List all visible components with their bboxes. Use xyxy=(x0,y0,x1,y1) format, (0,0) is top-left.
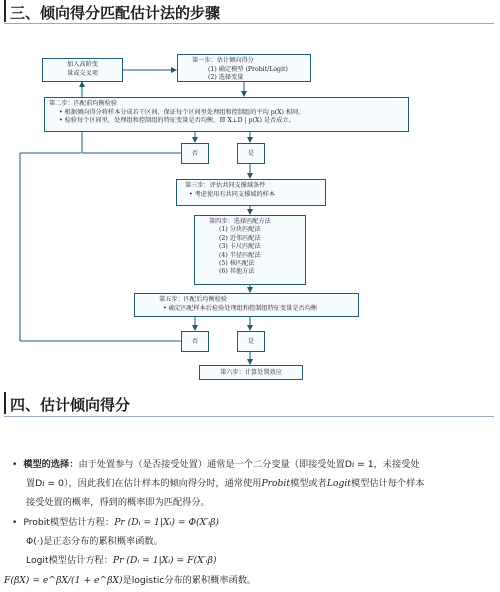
flow-step1: 第一步：估计倾向得分 (1) 确定模型 (Probit/Logit) (2) 选择变量 xyxy=(177,54,311,82)
flow-side-box: 加入高阶变 量或交叉项 xyxy=(42,58,123,82)
probit-note: Φ(·)是正态分布的累积概率函数。 xyxy=(26,536,163,547)
flow-step3: 第三步：评估共同支撑域条件 • 考虑使用有共同支撑域的样本 xyxy=(176,179,326,206)
bullet-model-choice-line2: 置Di = 0），因此我们在估计样本的倾向得分时，通常使用Probit模型或者Logit模型估计每个样本 xyxy=(26,478,425,489)
flow-step4: 第四步：选择匹配方法 (1) 分块匹配法 (2) 近邻匹配法 (3) 卡尺匹配法 (4) 半径匹配法 (5) 核匹配法 (6) 其他方法 xyxy=(194,215,306,285)
section4-title: 四、估计倾向得分 xyxy=(10,396,131,414)
flow-no2: 否 xyxy=(181,331,209,352)
flow-step6: 第六步：计算处置效应 xyxy=(199,365,303,380)
flow-step2: 第二步：匹配前均衡检验 • 根据倾向得分将样本分成若干区间，保证每个区间里处理组和控制组的平均 p(X) 相同。 • 检验每个区间里，处理组和控制组的特征变量是否均衡，即 X⊥D | p(X) 是否成立。 xyxy=(44,97,409,132)
flow-yes1: 是 xyxy=(237,143,265,164)
flow-no1: 否 xyxy=(181,143,209,164)
heading-accent-bar xyxy=(4,392,6,414)
content-body xyxy=(4,455,492,592)
logistic-cdf-row: F(βX) = e^βX/(1 + e^βX)是logistic分布的累积概率函数。 xyxy=(4,575,257,586)
section3-title: 三、倾向得分匹配估计法的步骤 xyxy=(10,4,221,22)
bullet-probit: • Probit模型估计方程：Pr (Dᵢ = 1|Xᵢ) = Φ(X′ᵢβ) xyxy=(12,517,219,528)
logistic-cdf-formula: F(βX) = e^βX/(1 + e^βX) xyxy=(4,575,123,586)
probit-equation: Pr (Dᵢ = 1|Xᵢ) = Φ(X′ᵢβ) xyxy=(114,517,219,528)
flow-yes2: 是 xyxy=(237,331,265,352)
bullet-model-choice-line3: 接受处置的概率，得到的概率即为匹配得分。 xyxy=(26,497,210,508)
logit-equation: Pr (Dᵢ = 1|Xᵢ) = F(X′ᵢβ) xyxy=(112,555,217,566)
logit-equation-row: Logit模型估计方程：Pr (Dᵢ = 1|Xᵢ) = F(X′ᵢβ) xyxy=(26,555,217,566)
heading-underline xyxy=(4,416,494,417)
bullet-dot: • xyxy=(12,460,18,470)
flow-step5: 第五步：匹配后均衡检验 • 确定匹配样本后检验处理组和控制组特征变量是否均衡 xyxy=(134,293,359,317)
bullet-model-choice: • 模型的选择：由于处置参与（是否接受处置）通常是一个二分变量（即接受处置Di = 1，未接受处 xyxy=(12,459,420,470)
bullet-dot: • xyxy=(12,518,18,528)
